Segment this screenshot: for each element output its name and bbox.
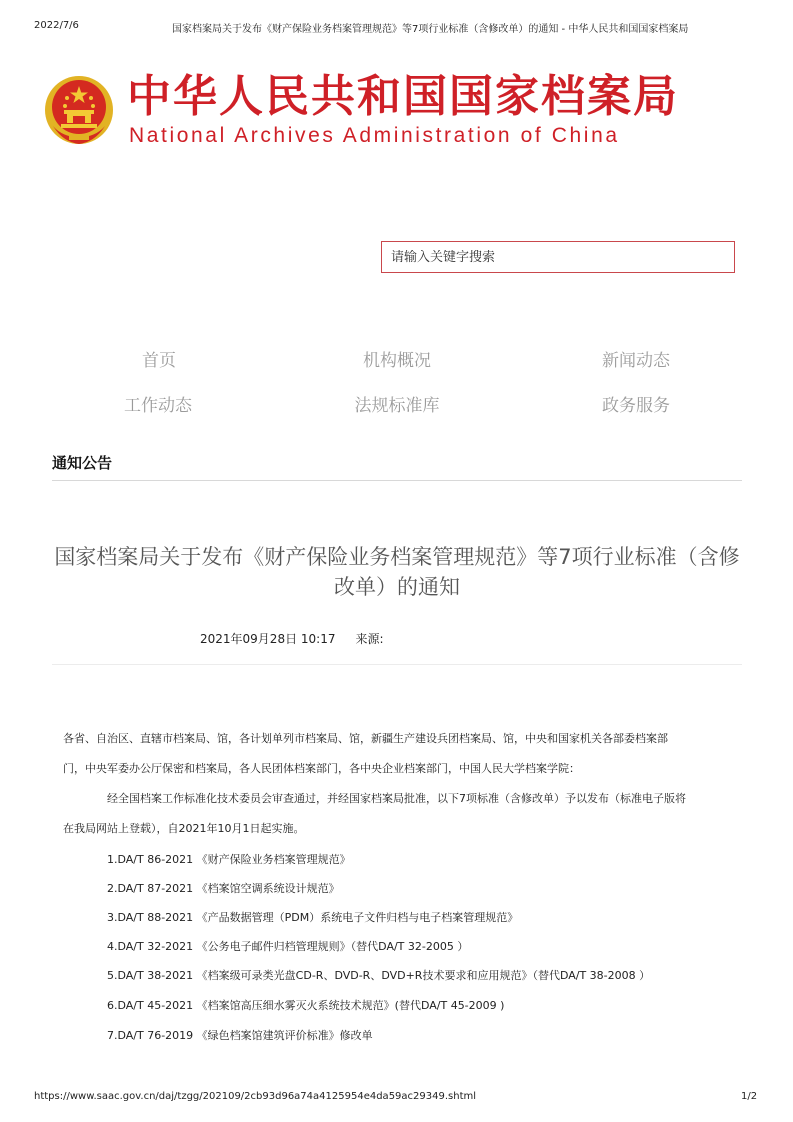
print-page-title: 国家档案局关于发布《财产保险业务档案管理规范》等7项行业标准（含修改单）的通知 - 中华人民共和国国家档案局 <box>172 24 689 35</box>
print-date: 2022/7/6 <box>34 20 79 31</box>
body-para2-line1: 经全国档案工作标准化技术委员会审查通过，并经国家档案局批准，以下7项标准（含修改单）予以发布（标准电子版将 <box>107 792 686 805</box>
article-title: 国家档案局关于发布《财产保险业务档案管理规范》等7项行业标准（含修改单）的通知 <box>54 545 740 599</box>
standard-item: 7.DA/T 76-2019 《绿色档案馆建筑评价标准》修改单 <box>107 1029 373 1042</box>
nav-about[interactable]: 机构概况 <box>363 351 431 371</box>
standard-item: 1.DA/T 86-2021 《财产保险业务档案管理规范》 <box>107 853 351 866</box>
nav-home[interactable]: 首页 <box>142 351 176 371</box>
national-emblem-icon[interactable] <box>43 74 115 148</box>
article-datetime: 2021年09月28日 10:17 <box>200 632 336 646</box>
search-input[interactable] <box>382 250 734 265</box>
article-source-label: 来源: <box>355 632 384 646</box>
print-footer-url: https://www.saac.gov.cn/daj/tzgg/202109/2cb93d96a74a4125954e4da59ac29349.shtml <box>34 1091 477 1102</box>
search-box[interactable] <box>381 241 735 273</box>
site-name-cn[interactable]: 中华人民共和国国家档案局 <box>127 71 679 122</box>
section-title[interactable]: 通知公告 <box>52 454 113 472</box>
nav-news[interactable]: 新闻动态 <box>602 351 670 371</box>
nav-work-updates[interactable]: 工作动态 <box>124 396 192 416</box>
body-para1-line1: 各省、自治区、直辖市档案局、馆，各计划单列市档案局、馆，新疆生产建设兵团档案局、馆，中央和国家机关各部委档案部 <box>63 732 668 745</box>
body-para1-line2: 门，中央军委办公厅保密和档案局，各人民团体档案部门，各中央企业档案部门，中国人民大学档案学院： <box>63 762 580 775</box>
standard-item: 3.DA/T 88-2021 《产品数据管理（PDM）系统电子文件归档与电子档案管理规范》 <box>107 911 519 924</box>
nav-services[interactable]: 政务服务 <box>602 396 670 416</box>
standard-item: 2.DA/T 87-2021 《档案馆空调系统设计规范》 <box>107 882 340 895</box>
article-meta <box>200 630 384 647</box>
site-name-en: National Archives Administration of China <box>129 124 620 147</box>
nav-regulations[interactable]: 法规标准库 <box>354 396 440 416</box>
meta-divider <box>52 664 742 665</box>
body-para2-line2: 在我局网站上登载），自2021年10月1日起实施。 <box>63 822 305 835</box>
standard-item: 5.DA/T 38-2021 《档案级可录类光盘CD-R、DVD-R、DVD+R技术要求和应用规范》（替代DA/T 38-2008 ） <box>107 969 651 982</box>
standard-item: 6.DA/T 45-2021 《档案馆高压细水雾灭火系统技术规范》(替代DA/T 45-2009 ) <box>107 999 505 1012</box>
print-page-number: 1/2 <box>741 1091 758 1102</box>
standard-item: 4.DA/T 32-2021 《公务电子邮件归档管理规则》（替代DA/T 32-2005 ） <box>107 940 469 953</box>
section-divider <box>52 480 742 481</box>
